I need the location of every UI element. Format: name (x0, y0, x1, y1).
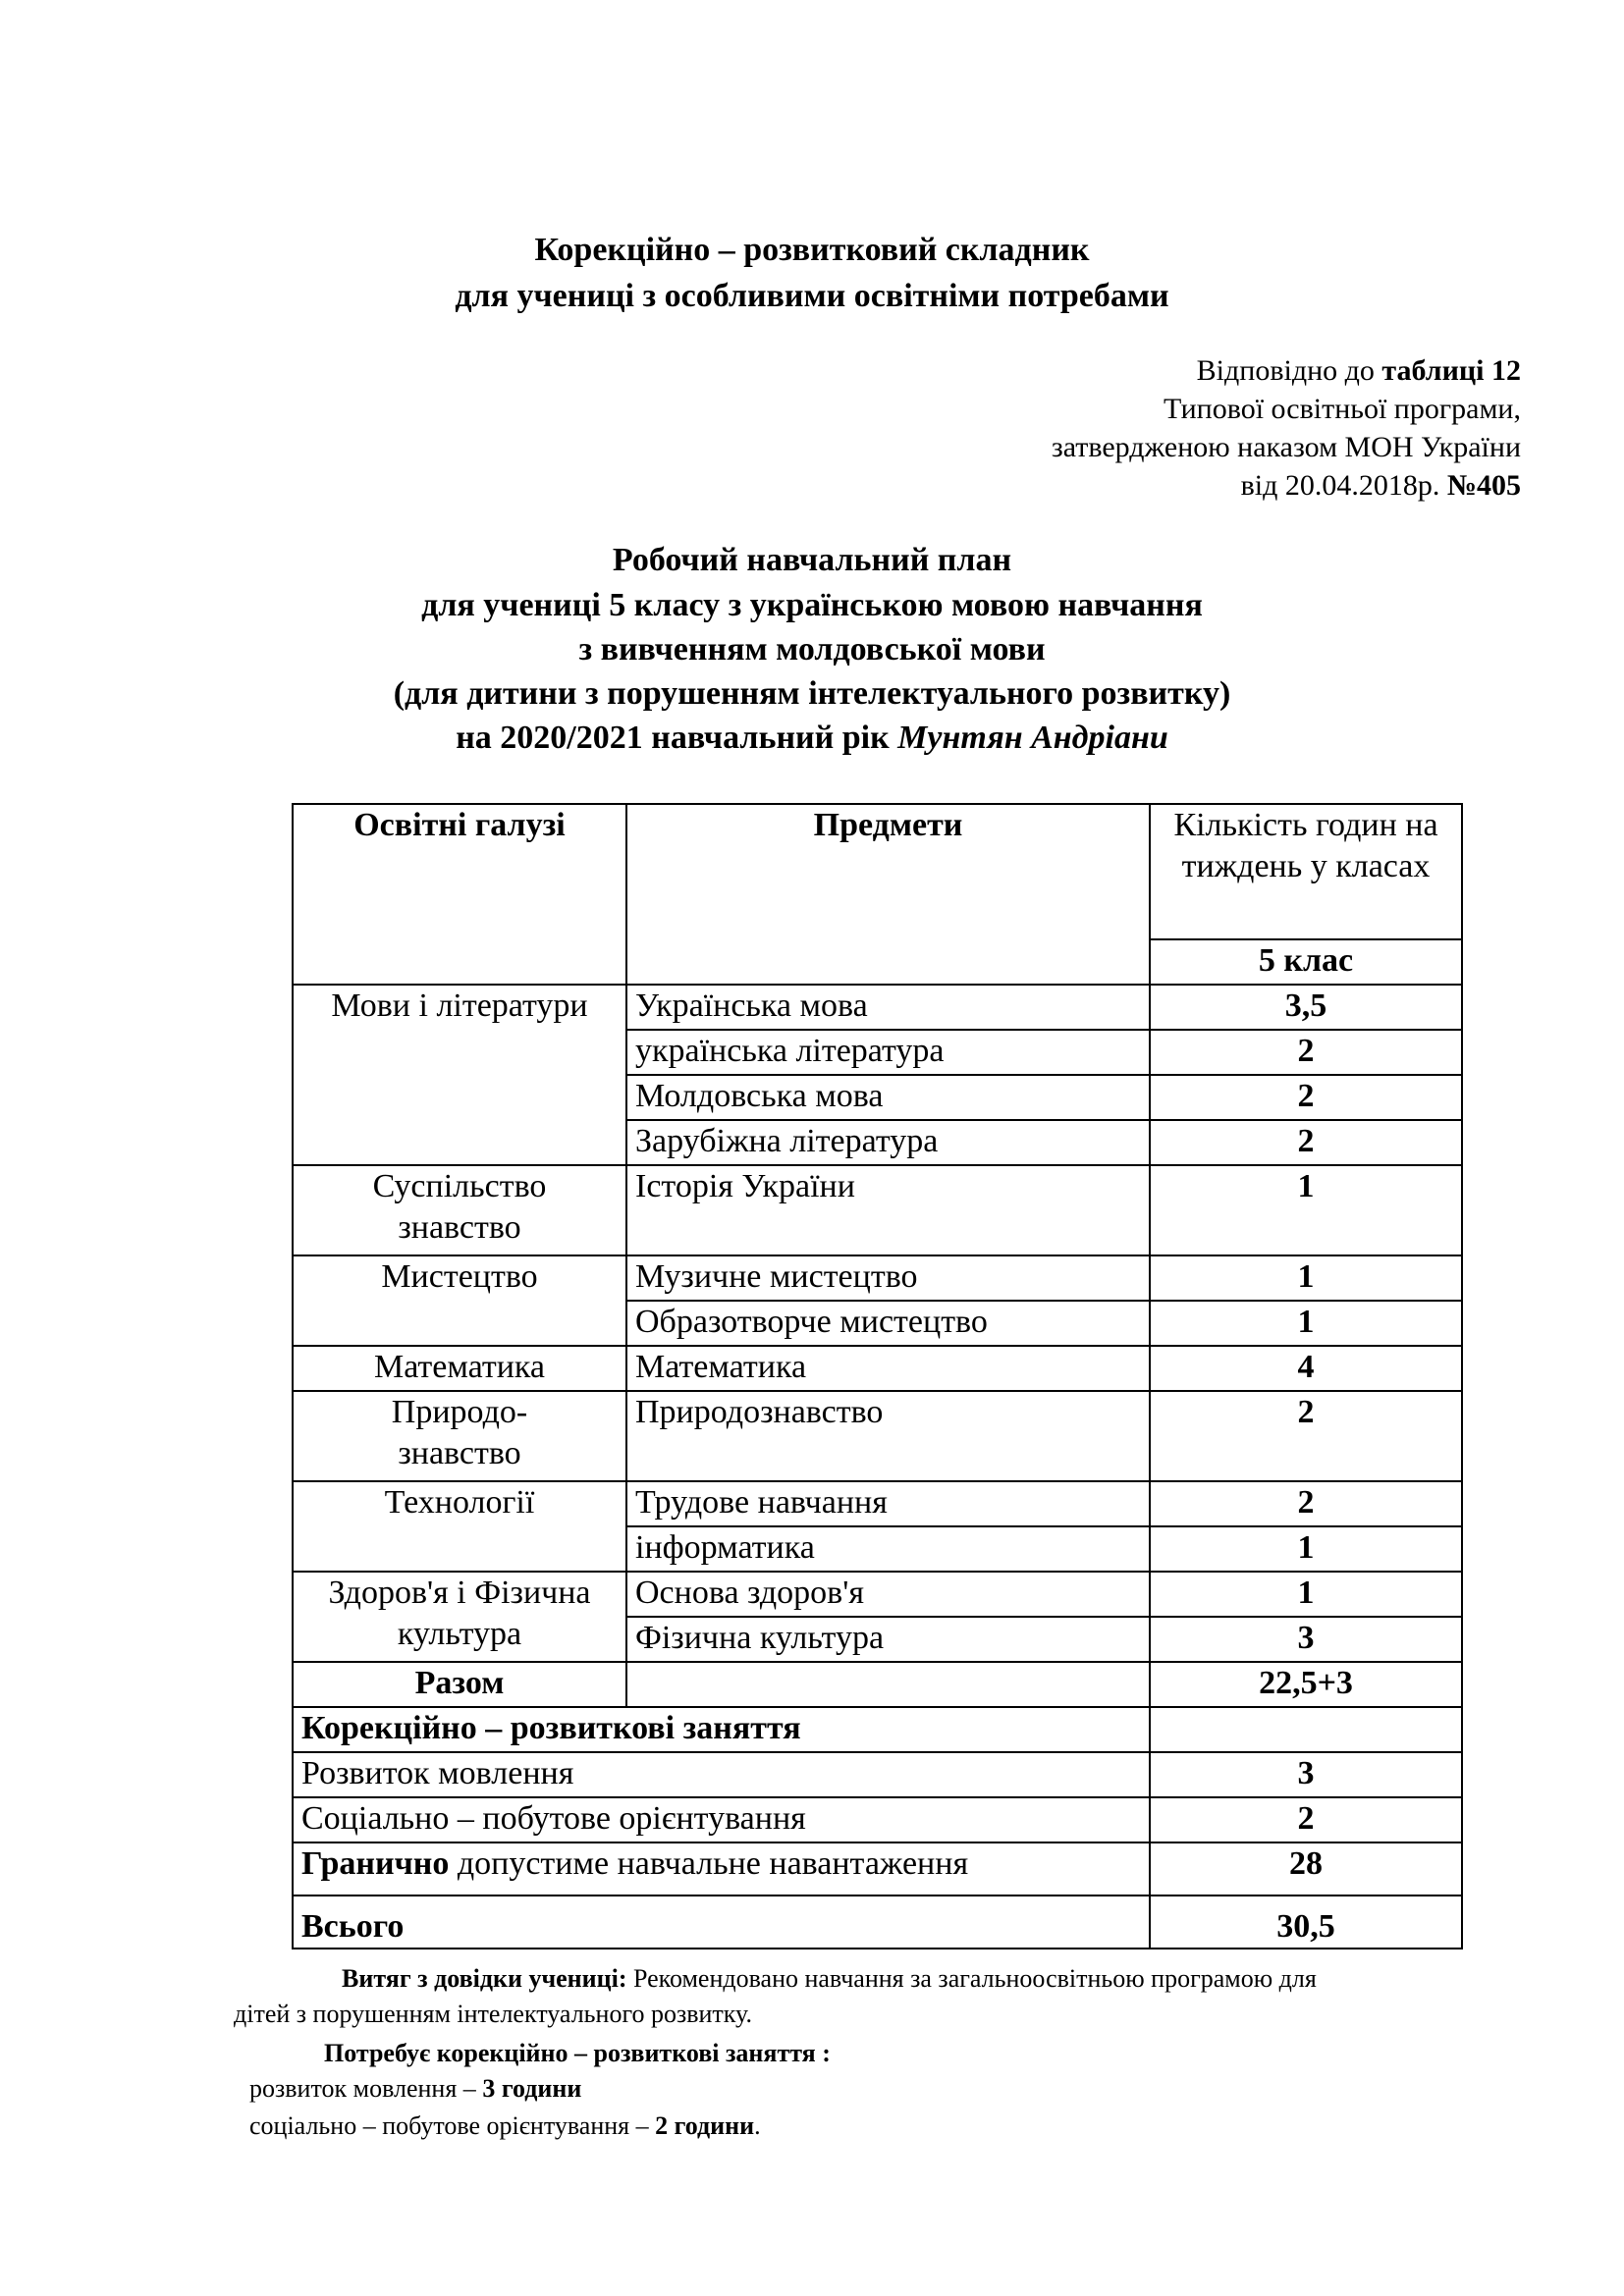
hours-cell: 2 (1150, 1391, 1462, 1481)
hours-cell: 1 (1150, 1572, 1462, 1617)
correction-item: Розвиток мовлення (293, 1752, 1150, 1797)
social-note-end: . (754, 2111, 761, 2140)
hours-cell: 1 (1150, 1165, 1462, 1255)
header-hours: Кількість годин на тиждень у класах (1150, 804, 1462, 939)
extract-note-label: Витяг з довідки учениці: (342, 1964, 627, 1993)
subject-cell: Фізична культура (626, 1617, 1150, 1662)
needs-heading (324, 2037, 831, 2070)
table-header-row (293, 804, 1462, 939)
total-label: Разом (293, 1662, 626, 1707)
social-note-hours: 2 години (655, 2111, 755, 2140)
limit-label-bold: Гранично (301, 1845, 450, 1882)
plan-title-line1: Робочий навчальний план (612, 542, 1012, 578)
table-row (293, 1255, 1462, 1301)
reference-date: від 20.04.2018р. (1240, 469, 1447, 502)
reference-line2: Типової освітньої програми, (1164, 393, 1521, 425)
reference-order-number: №405 (1446, 469, 1521, 502)
hours-cell: 1 (1150, 1526, 1462, 1572)
plan-title-line5 (0, 718, 1624, 759)
total-empty-cell (626, 1662, 1150, 1707)
plan-title-line4: (для дитини з порушенням інтелектуального розвитку) (393, 675, 1231, 712)
subject-cell: Трудове навчання (626, 1481, 1150, 1526)
subject-cell: Українська мова (626, 985, 1150, 1030)
reference-line1-text: Відповідно до (1196, 354, 1382, 387)
subject-cell: українська література (626, 1030, 1150, 1075)
subject-cell: Зарубіжна література (626, 1120, 1150, 1165)
limit-value: 28 (1150, 1842, 1462, 1896)
school-year: на 2020/2021 навчальний рік (456, 720, 898, 756)
hours-cell: 2 (1150, 1481, 1462, 1526)
table-row (293, 1797, 1462, 1842)
subject-cell: Природознавство (626, 1391, 1150, 1481)
subject-cell: інформатика (626, 1526, 1150, 1572)
extract-note-line1 (342, 1962, 1317, 1996)
document-title-line2: для учениці з особливими освітніми потребами (455, 278, 1169, 314)
speech-note (249, 2072, 581, 2106)
student-name: Мунтян Андріани (897, 720, 1168, 756)
reference-table-number: таблиці 12 (1381, 354, 1521, 387)
hours-cell: 1 (1150, 1301, 1462, 1346)
social-note (249, 2109, 761, 2143)
table-row (293, 1165, 1462, 1255)
grand-total-value: 30,5 (1150, 1896, 1462, 1949)
social-note-text: соціально – побутове орієнтування – (249, 2111, 656, 2140)
hours-cell: 4 (1150, 1346, 1462, 1391)
hours-cell: 3,5 (1150, 985, 1462, 1030)
total-row (293, 1662, 1462, 1707)
total-value: 22,5+3 (1150, 1662, 1462, 1707)
hours-cell: 2 (1150, 1075, 1462, 1120)
limit-row (293, 1842, 1462, 1896)
hours-cell: 2 (1150, 1797, 1462, 1842)
subject-cell: Музичне мистецтво (626, 1255, 1150, 1301)
table-row (293, 1346, 1462, 1391)
speech-note-text: розвиток мовлення – (249, 2074, 483, 2103)
table-row (293, 1572, 1462, 1617)
correction-empty-cell (1150, 1707, 1462, 1752)
needs-heading-bold: Потребує корекційно – розвиткові заняття : (324, 2039, 831, 2067)
subject-cell: Історія України (626, 1165, 1150, 1255)
plan-title-line3: з вивченням молдовської мови (578, 631, 1046, 667)
hours-cell: 2 (1150, 1030, 1462, 1075)
table-row (293, 1481, 1462, 1526)
table-row (293, 985, 1462, 1030)
subject-cell: Образотворче мистецтво (626, 1301, 1150, 1346)
extract-note-text: Рекомендовано навчання за загальноосвітньою програмою для (626, 1964, 1317, 1993)
document-title-line1: Корекційно – розвитковий складник (534, 232, 1090, 268)
area-cell: Мистецтво (293, 1255, 626, 1346)
correction-item: Соціально – побутове орієнтування (293, 1797, 1150, 1842)
speech-note-hours: 3 години (482, 2074, 582, 2103)
area-cell: Здоров'я і Фізична культура (293, 1572, 626, 1662)
table-row (293, 1752, 1462, 1797)
limit-label-text: допустиме навчальне навантаження (449, 1845, 969, 1882)
area-cell: Суспільство знавство (293, 1165, 626, 1255)
plan-title-line2: для учениці 5 класу з українською мовою навчання (421, 587, 1203, 623)
subject-cell: Математика (626, 1346, 1150, 1391)
reference-line1 (1197, 352, 1521, 390)
header-grade: 5 клас (1150, 939, 1462, 985)
hours-cell: 3 (1150, 1752, 1462, 1797)
area-cell: Природо-знавство (293, 1391, 626, 1481)
grand-total-row (293, 1896, 1462, 1949)
hours-cell: 1 (1150, 1255, 1462, 1301)
extract-note-line2: дітей з порушенням інтелектуального розвитку. (234, 2000, 752, 2028)
correction-label: Корекційно – розвиткові заняття (293, 1707, 1150, 1752)
grand-total-label: Всього (293, 1896, 1150, 1949)
area-cell: Математика (293, 1346, 626, 1391)
reference-line4 (1241, 467, 1521, 505)
subject-cell: Молдовська мова (626, 1075, 1150, 1120)
area-cell: Мови і літератури (293, 985, 626, 1165)
header-subjects: Предмети (626, 804, 1150, 985)
table-row (293, 1391, 1462, 1481)
reference-line3: затвердженою наказом МОН України (1051, 431, 1521, 463)
subject-cell: Основа здоров'я (626, 1572, 1150, 1617)
hours-cell: 3 (1150, 1617, 1462, 1662)
header-areas: Освітні галузі (293, 804, 626, 985)
hours-cell: 2 (1150, 1120, 1462, 1165)
curriculum-table (292, 803, 1463, 1949)
limit-label (293, 1842, 1150, 1896)
area-cell: Технології (293, 1481, 626, 1572)
correction-header-row (293, 1707, 1462, 1752)
